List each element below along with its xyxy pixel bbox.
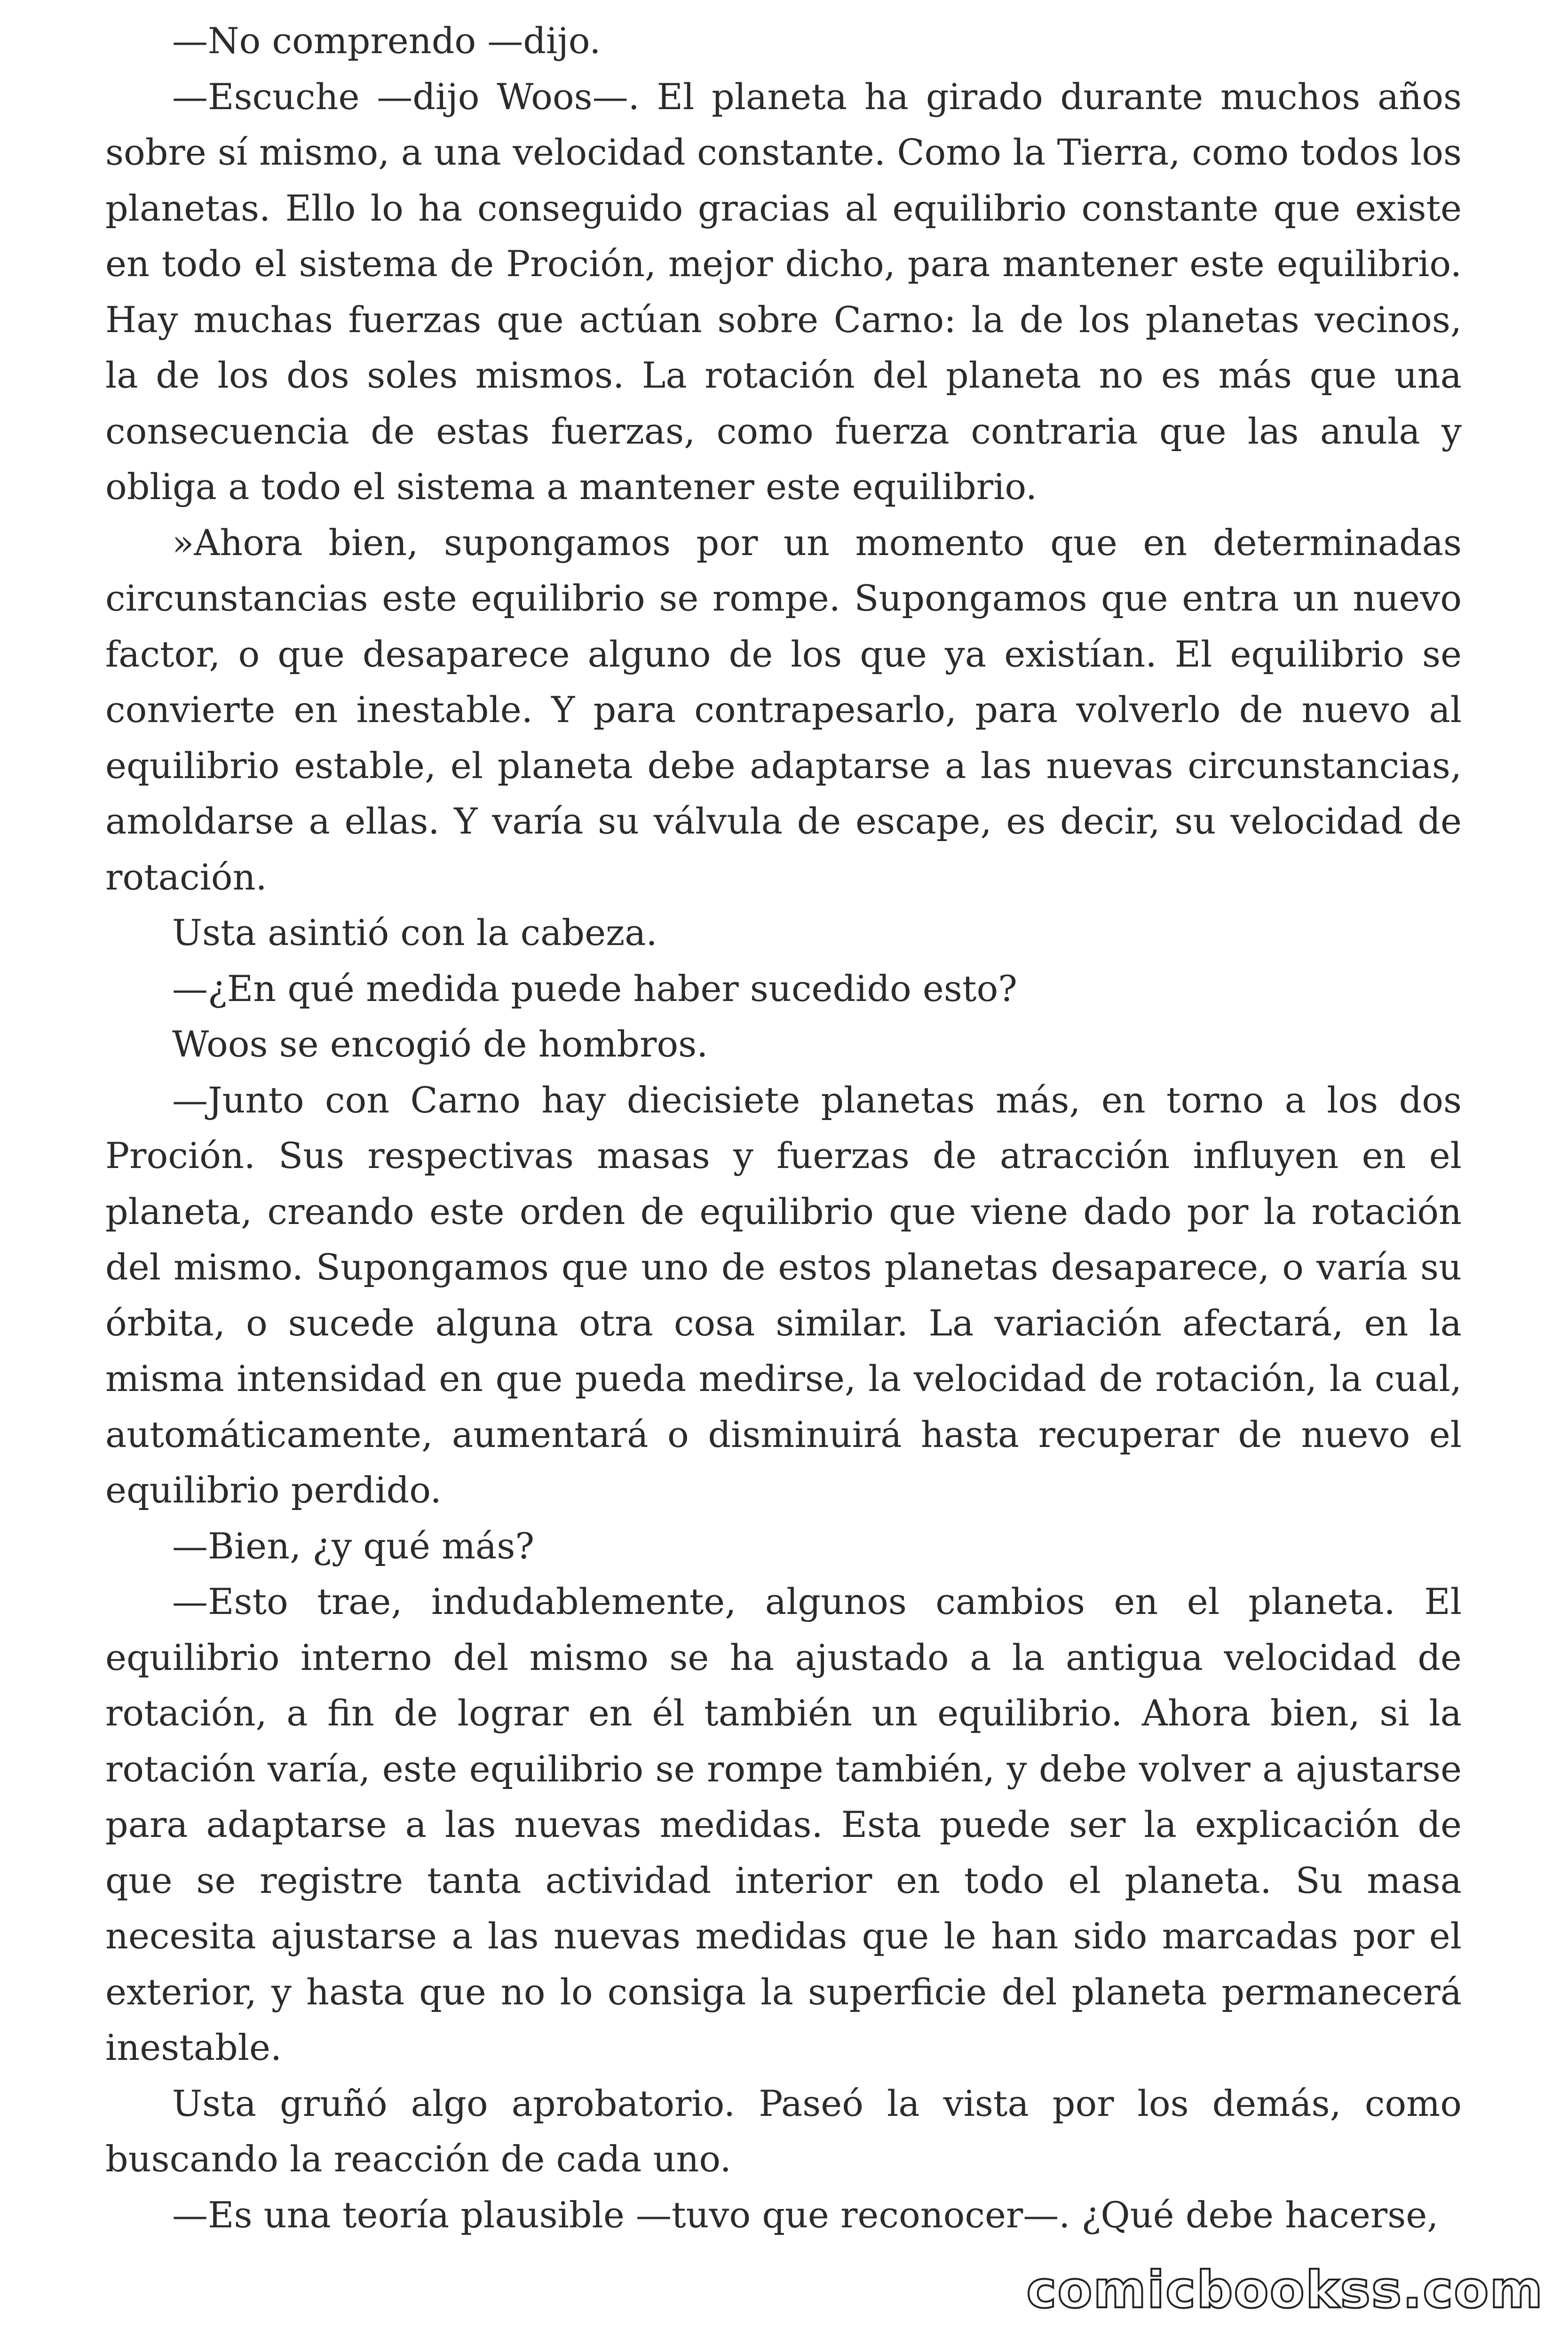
paragraph: —Junto con Carno hay diecisiete planetas más, en torno a los dos Proción. Sus respectivas masas y fuerzas de atracción influyen en el planeta, creando este orden de equilibrio que viene dado por la rotación del mismo. Supongamos que uno de estos planetas desaparece, o varía su órbita, o sucede alguna otra cosa similar. La variación afectará, en la misma intensidad en que pueda medirse, la velocidad de rotación, la cual, automáticamente, aumentará o disminuirá hasta recuperar de nuevo el equilibrio perdido. <box>105 1079 1462 1511</box>
paragraph: —Bien, ¿y qué más? <box>172 1525 535 1567</box>
paragraph: Usta gruñó algo aprobatorio. Paseó la vista por los demás, como buscando la reacción de cada uno. <box>105 2082 1462 2180</box>
paragraph: —¿En qué medida puede haber sucedido esto? <box>172 967 1017 1009</box>
paragraph: —Escuche —dijo Woos—. El planeta ha girado durante muchos años sobre sí mismo, a una velocidad constante. Como la Tierra, como todos los planetas. Ello lo ha conseguido gracias al equilibrio constante que existe en todo el sistema de Proción, mejor dicho, para mantener este equilibrio. Hay muchas fuerzas que actúan sobre Carno: la de los planetas vecinos, la de los dos soles mismos. La rotación del planeta no es más que una consecuencia de estas fuerzas, como fuerza contraria que las anula y obliga a todo el sistema a mantener este equilibrio. <box>105 75 1462 508</box>
paragraph: —Esto trae, indudablemente, algunos cambios en el planeta. El equilibrio interno del mismo se ha ajustado a la antigua velocidad de rotación, a fin de lograr en él también un equilibrio. Ahora bien, si la rotación varía, este equilibrio se rompe también, y debe volver a ajustarse para adaptarse a las nuevas medidas. Esta puede ser la explicación de que se registre tanta actividad interior en todo el planeta. Su masa necesita ajustarse a las nuevas medidas que le han sido marcadas por el exterior, y hasta que no lo consiga la superficie del planeta permanecerá inestable. <box>105 1581 1462 2068</box>
paragraph: —No comprendo —dijo. <box>172 20 601 62</box>
paragraph: Usta asintió con la cabeza. <box>172 912 657 954</box>
watermark-logo: comicbookss.com <box>1026 2261 1544 2320</box>
paragraph: »Ahora bien, supongamos por un momento que en determinadas circunstancias este equilibrio se rompe. Supongamos que entra un nuevo factor, o que desaparece alguno de los que ya existían. El equilibrio se convierte en inestable. Y para contrapesarlo, para volverlo de nuevo al equilibrio estable, el planeta debe adaptarse a las nuevas circunstancias, amoldarse a ellas. Y varía su válvula de escape, es decir, su velocidad de rotación. <box>105 521 1462 898</box>
paragraph: —Es una teoría plausible —tuvo que reconocer—. ¿Qué debe hacerse, <box>172 2193 1439 2236</box>
text-column <box>105 13 1462 2243</box>
paragraph: Woos se encogió de hombros. <box>172 1023 708 1065</box>
